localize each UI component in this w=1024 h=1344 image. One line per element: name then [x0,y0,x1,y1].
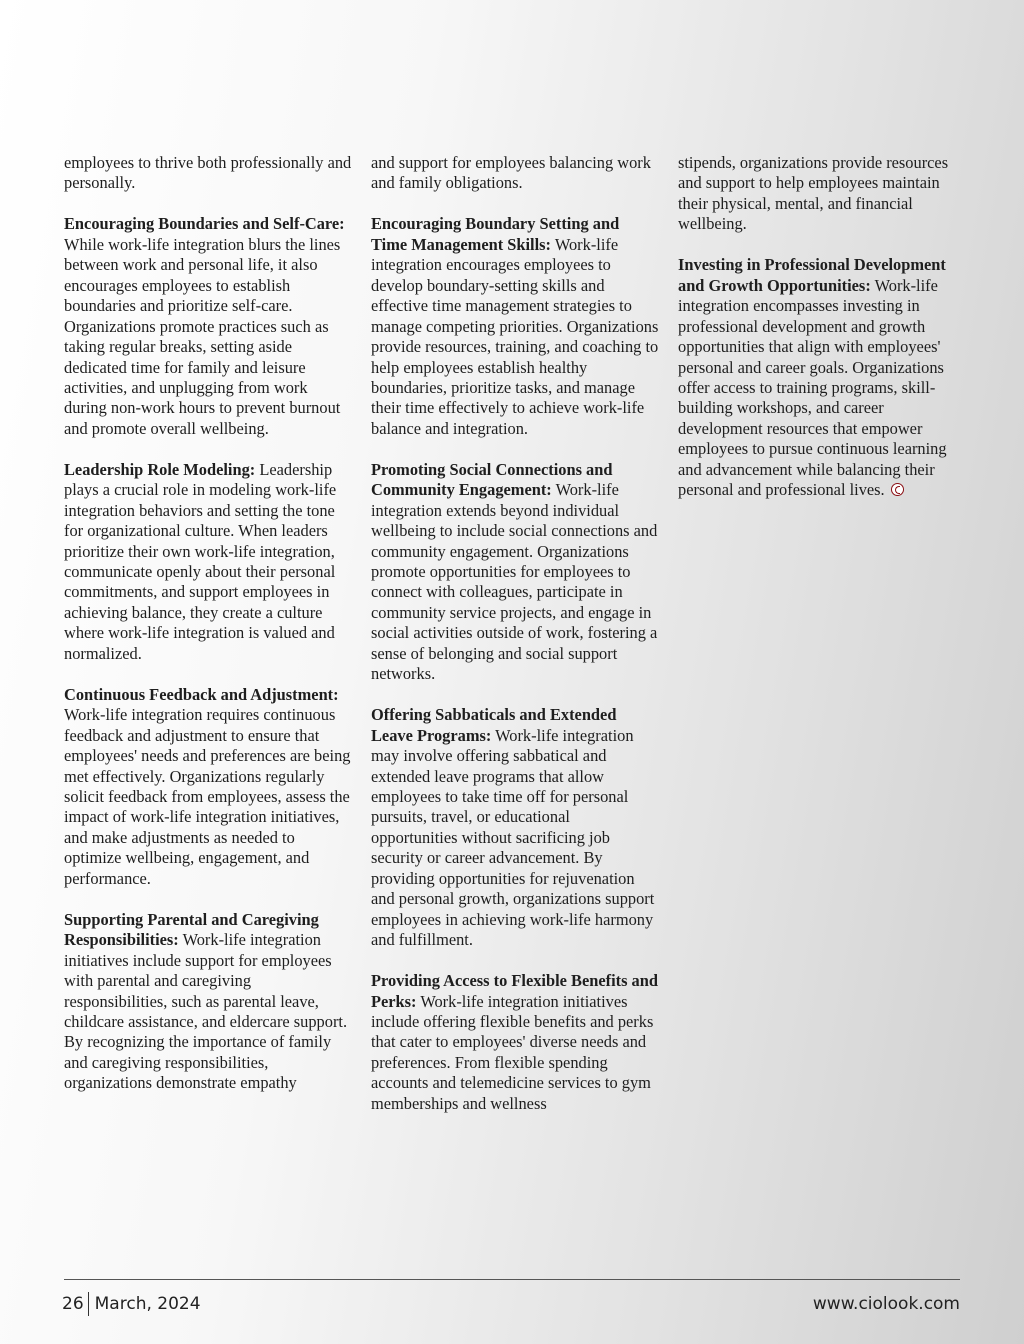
paragraph [64,685,352,890]
footer-website [813,1292,960,1316]
paragraph [678,255,966,500]
paragraph-heading: Promoting Social Connections and Community Engagement: [371,459,613,500]
article-column-1 [64,153,352,1114]
issue-date: March, 2024 [94,1294,201,1314]
paragraph-heading: Offering Sabbaticals and Extended Leave Programs: [371,705,617,745]
ciolook-logo-icon [891,483,904,496]
website-url: www.ciolook.com [812,1294,960,1314]
paragraph [64,153,352,194]
article-column-2 [371,153,659,1135]
paragraph [64,460,352,665]
paragraph [371,460,659,685]
paragraph [371,705,659,950]
paragraph-heading: Encouraging Boundaries and Self-Care: [64,214,345,234]
page-number: 26 [62,1294,84,1314]
paragraph [678,153,966,235]
paragraph-body: While work-life integration blurs the lines between work and personal life, it also encourages employees to establish boundaries and prioritize self-care. Organizations promote practices such as taking regular breaks, setting aside dedicated time for family and leisure activities, and unplugging from work during non-work hours to prevent burnout and promote overall wellbeing. [64,234,341,438]
paragraph-body: Leadership plays a crucial role in modeling work-life integration behaviors and setting the tone for organizational culture. When leaders prioritize their own work-life integration, communicate openly about their personal commitments, and support employees in achieving balance, they create a culture where work-life integration is valued and normalized. [64,459,337,663]
paragraph-heading: Supporting Parental and Caregiving Responsibilities: [64,909,319,950]
paragraph-body: and support for employees balancing work and family obligations. [371,153,651,193]
paragraph [371,971,659,1114]
paragraph-body: Work-life integration extends beyond individual wellbeing to include social connections and community engagement. Organizations promote opportunities for employees to connect with colleagues, participate in community service projects, and engage in social activities outside of work, fostering a sense of belonging and social support networks. [371,480,658,684]
paragraph-heading: Continuous Feedback and Adjustment: [64,684,339,704]
paragraph-body: Work-life integration encompasses investing in professional development and growth opportunities that align with employees' personal and career goals. Organizations offer access to training programs, skill-building workshops, and career development resources that empower employees to pursue continuous learning and advancement while balancing their personal and professional lives. [678,275,947,500]
paragraph-body: employees to thrive both professionally and personally. [64,153,352,193]
paragraph-body: Work-life integration initiatives include support for employees with parental and caregiving responsibilities, such as parental leave, childcare assistance, and eldercare support. By recognizing the importance of family and caregiving responsibilities, organizations demonstrate empathy [64,930,348,1093]
article-column-3 [678,153,966,521]
paragraph [371,153,659,194]
paragraph [371,214,659,439]
paragraph-body: Work-life integration encourages employees to develop boundary-setting skills and effective time management strategies to manage competing priorities. Organizations provide resources, training, and coaching to help employees establish healthy boundaries, prioritize tasks, and manage their time effectively to achieve work-life balance and integration. [371,234,659,438]
footer-divider [64,1279,960,1280]
paragraph-heading: Leadership Role Modeling: [64,459,256,479]
paragraph-heading: Encouraging Boundary Setting and Time Management Skills: [371,214,620,254]
paragraph-body: stipends, organizations provide resources and support to help employees maintain their physical, mental, and financial wellbeing. [678,153,949,234]
paragraph-body: Work-life integration requires continuous feedback and adjustment to ensure that employees' needs and preferences are being met effectively. Organizations regularly solicit feedback from employees, assess the impact of work-life integration initiatives, and make adjustments as needed to optimize wellbeing, engagement, and performance. [64,705,351,888]
paragraph-heading: Investing in Professional Development and Growth Opportunities: [678,255,946,295]
paragraph [64,910,352,1094]
paragraph-heading: Providing Access to Flexible Benefits and Perks: [371,971,658,1011]
paragraph-body: Work-life integration initiatives include offering flexible benefits and perks that cater to employees' diverse needs and preferences. From flexible spending accounts and telemedicine services to gym memberships and wellness [371,991,654,1113]
paragraph [64,214,352,439]
paragraph-body: Work-life integration may involve offering sabbatical and extended leave programs that allow employees to take time off for personal pursuits, travel, or educational opportunities without sacrificing job security or career advancement. By providing opportunities for rejuvenation and personal growth, organizations support employees in achieving work-life harmony and fulfillment. [371,725,655,950]
footer-page-info [62,1292,201,1316]
footer-separator [88,1292,89,1316]
